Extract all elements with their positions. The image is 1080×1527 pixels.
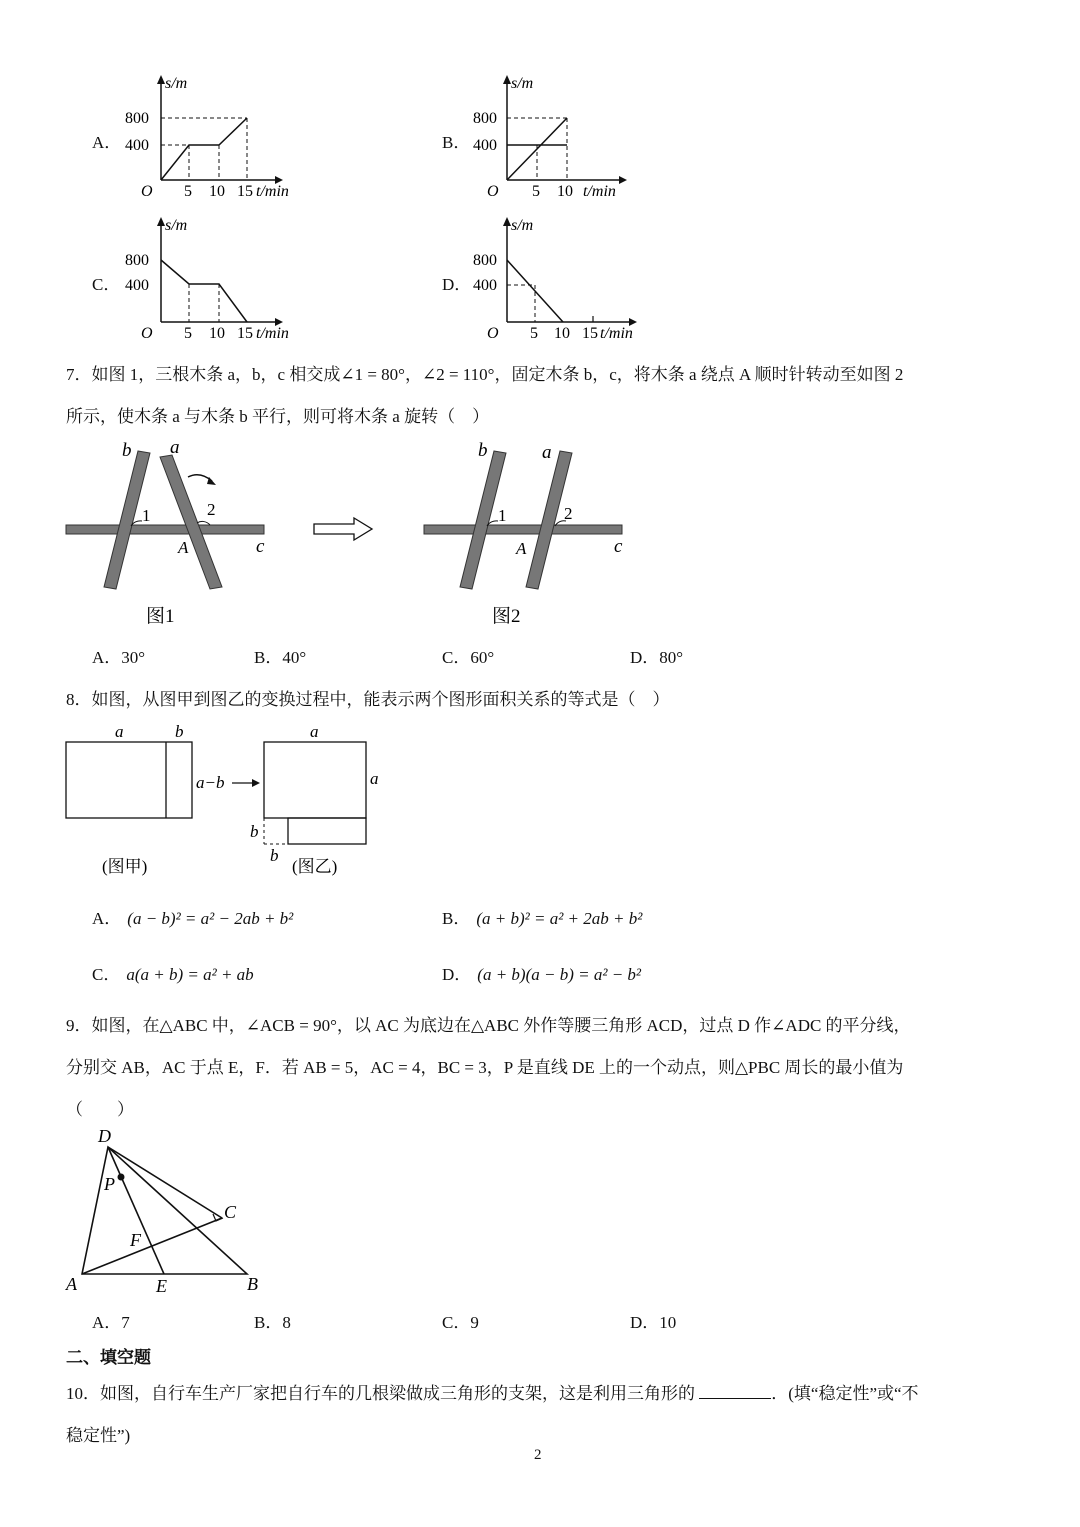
q6-graph-c — [115, 212, 325, 342]
q8-option-c[interactable] — [92, 960, 254, 985]
q6-graph-d — [467, 212, 682, 342]
q8-option-a[interactable] — [92, 904, 293, 929]
q8-option-d-label: D． — [442, 965, 472, 984]
q7f1-caption: 图1 — [146, 606, 175, 627]
q6b-xaxis: t/min — [583, 183, 616, 200]
q10-line1 — [66, 1379, 919, 1404]
q6b-xt0: 5 — [532, 183, 540, 200]
q6a-ymid: 400 — [125, 137, 149, 154]
q6d-ymax: 800 — [473, 252, 497, 269]
q6-option-b-label: B． — [442, 133, 471, 152]
q7f1-a: a — [170, 437, 180, 458]
q6b-yaxis: s/m — [511, 75, 534, 92]
q7f2-two: 2 — [564, 504, 573, 523]
q6a-xaxis: t/min — [256, 183, 289, 200]
q9-line1: 9．如图，在△ABC 中，∠ACB = 90°，以 AC 为底边在△ABC 外作等腰三角形 ACD，过点 D 作∠ADC 的平分线， — [66, 1016, 911, 1035]
page-number: 2 — [534, 1447, 542, 1463]
q8-option-d-expr: (a + b)(a − b) = a² − b² — [477, 965, 642, 984]
q6a-xt0: 5 — [184, 183, 192, 200]
q7-line2: 所示，使木条 a 与木条 b 平行，则可将木条 a 旋转（ ） — [66, 407, 490, 426]
q8-option-a-expr: (a − b)² = a² − 2ab + b² — [127, 909, 294, 928]
q6b-xt1: 10 — [557, 183, 573, 200]
q6c-xaxis: t/min — [256, 325, 289, 342]
q6a-origin: O — [141, 183, 153, 200]
q9-F: F — [130, 1230, 141, 1250]
q7f1-two: 2 — [207, 500, 216, 519]
q6a-ymax: 800 — [125, 110, 149, 127]
q7f1-c: c — [256, 536, 265, 557]
q8-figure — [60, 720, 400, 885]
q8-a-minus-b: a−b — [196, 773, 225, 792]
q6c-xt2: 15 — [237, 325, 253, 342]
q7f2-caption: 图2 — [492, 606, 521, 627]
q6c-xt1: 10 — [209, 325, 225, 342]
q9-figure — [60, 1122, 280, 1302]
q7-option-d[interactable]: D．80° — [630, 648, 684, 667]
q8-line1: 8．如图，从图甲到图乙的变换过程中，能表示两个图形面积关系的等式是（ ） — [66, 690, 670, 709]
q6d-xt2: 15 — [582, 325, 598, 342]
q8-caption-jia: (图甲) — [102, 857, 148, 876]
q9-option-b[interactable]: B．8 — [254, 1313, 291, 1332]
q6-option-d — [442, 212, 682, 342]
q6d-ymid: 400 — [473, 277, 497, 294]
q6-graph-b — [467, 70, 677, 200]
q8-option-b-label: B． — [442, 909, 471, 928]
q7-line1: 7．如图 1，三根木条 a，b，c 相交成∠1 = 80°，∠2 = 110°，固定木条 b，c，将木条 a 绕点 A 顺时针转动至如图 2 — [66, 365, 904, 384]
q7-option-b[interactable]: B．40° — [254, 648, 307, 667]
q8-yi-b-bottom: b — [270, 846, 279, 865]
q7f1-one: 1 — [142, 506, 151, 525]
q6b-ymax: 800 — [473, 110, 497, 127]
q8-jia-b: b — [175, 722, 184, 741]
q7f2-one: 1 — [498, 506, 507, 525]
q9-line2: 分别交 AB，AC 于点 E，F．若 AB = 5，AC = 4，BC = 3，P 是直线 DE 上的一个动点，则△PBC 周长的最小值为 — [66, 1058, 904, 1077]
q6c-origin: O — [141, 325, 153, 342]
q9-B: B — [247, 1274, 258, 1294]
q6-option-b — [442, 70, 672, 200]
q6-option-c-label: C． — [92, 275, 121, 294]
q6d-xaxis: t/min — [600, 325, 633, 342]
q10-line2: 稳定性”) — [66, 1426, 131, 1445]
q6c-xt0: 5 — [184, 325, 192, 342]
q6d-xt0: 5 — [530, 325, 538, 342]
q7f2-c: c — [614, 536, 623, 557]
q6-option-a-label: A． — [92, 133, 122, 152]
q6-graph-a — [115, 70, 325, 200]
q7-arrow — [310, 516, 380, 542]
q9-option-c[interactable]: C．9 — [442, 1313, 479, 1332]
q8-option-d[interactable] — [442, 960, 641, 985]
q7-figure-1 — [60, 435, 280, 635]
q9-option-a[interactable]: A．7 — [92, 1313, 130, 1332]
section-title: 二、填空题 — [66, 1348, 151, 1368]
q9-A: A — [66, 1274, 77, 1294]
q8-yi-a-top: a — [310, 722, 319, 741]
q8-yi-b-side: b — [250, 822, 259, 841]
q6b-ymid: 400 — [473, 137, 497, 154]
q6c-ymax: 800 — [125, 252, 149, 269]
q8-yi-a-side: a — [370, 769, 379, 788]
q8-option-a-label: A． — [92, 909, 122, 928]
q7f2-A: A — [516, 539, 527, 558]
q6d-yaxis: s/m — [511, 217, 534, 234]
q7-option-c[interactable]: C．60° — [442, 648, 495, 667]
q9-E: E — [156, 1276, 167, 1296]
q7f1-A: A — [178, 538, 189, 557]
q6a-xt2: 15 — [237, 183, 253, 200]
q6-option-a — [90, 70, 320, 200]
q9-line3: （ ） — [66, 1100, 134, 1119]
q10-text-pre: 10．如图，自行车生产厂家把自行车的几根梁做成三角形的支架，这是利用三角形的 — [66, 1384, 695, 1403]
q6-option-c — [90, 212, 320, 342]
q9-option-d[interactable]: D．10 — [630, 1313, 677, 1332]
q6c-ymid: 400 — [125, 277, 149, 294]
q7f1-b: b — [122, 440, 132, 461]
q6a-yaxis: s/m — [165, 75, 188, 92]
q8-option-b[interactable] — [442, 904, 642, 929]
q6a-xt1: 10 — [209, 183, 225, 200]
q9-P: P — [104, 1174, 115, 1194]
q8-option-c-label: C． — [92, 965, 121, 984]
q6c-yaxis: s/m — [165, 217, 188, 234]
q10-answer-blank[interactable] — [699, 1384, 771, 1399]
q8-jia-a: a — [115, 722, 124, 741]
q8-option-c-expr: a(a + b) = a² + ab — [126, 965, 254, 984]
q10-text-post: ．(填“稳定性”或“不 — [771, 1384, 919, 1403]
q9-C: C — [224, 1202, 237, 1222]
q7-option-a[interactable]: A．30° — [92, 648, 146, 667]
q6b-origin: O — [487, 183, 499, 200]
q6d-xt1: 10 — [554, 325, 570, 342]
q6-option-d-label: D． — [442, 275, 472, 294]
q8-option-b-expr: (a + b)² = a² + 2ab + b² — [476, 909, 643, 928]
q8-caption-yi: (图乙) — [292, 857, 338, 876]
q7-figure-2 — [418, 435, 638, 635]
q7f2-a: a — [542, 442, 552, 463]
q6d-origin: O — [487, 325, 499, 342]
q9-D: D — [98, 1126, 111, 1146]
q7f2-b: b — [478, 440, 488, 461]
